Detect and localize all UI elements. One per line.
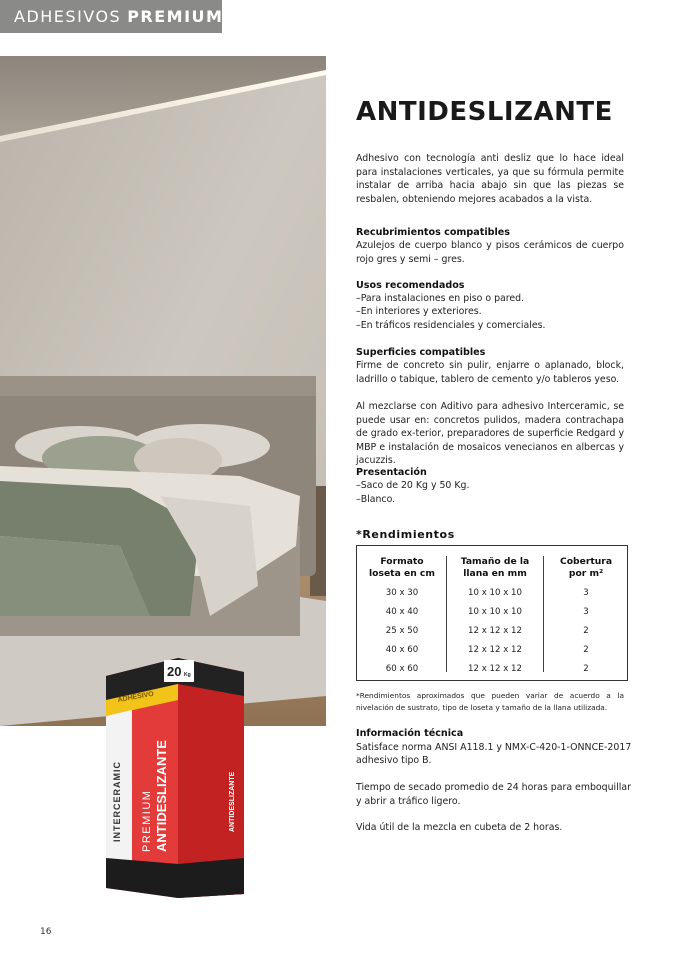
table-cell: 3 [583, 588, 589, 598]
table-cell: 40 x 40 [385, 607, 419, 617]
usos-item: –En interiores y exteriores. [356, 306, 482, 317]
table-cell: 30 x 30 [385, 588, 419, 598]
table-cell: 12 x 12 x 12 [468, 626, 522, 636]
info-line: Vida útil de la mezcla en cubeta de 2 horas. [356, 822, 563, 833]
page-title: ANTIDESLIZANTE [356, 97, 613, 127]
usos-heading: Usos recomendados [356, 280, 465, 291]
table-cell: 10 x 10 x 10 [468, 607, 522, 617]
bedroom-photo [0, 56, 326, 726]
intro-paragraph: Adhesivo con tecnología anti desliz que lo hace ideal para instalaciones verticales, ya que su fórmula permite instalar de arriba hacia abajo sin que las piezas se resbalen, obteniendo mejores acabados a la vista. [356, 153, 624, 205]
bag-premium: PREMIUM [141, 789, 153, 852]
info-line: Tiempo de secado promedio de 24 horas para emboquillar [356, 782, 631, 793]
info-line: adhesivo tipo B. [356, 755, 432, 766]
superficies-text: Firme de concreto sin pulir, enjarre o aplanado, block, ladrillo o tabique, tablero de cemento y/o tableros yeso. [356, 360, 624, 385]
bag-weight-unit: Kg [184, 672, 191, 678]
aditivo-paragraph: Al mezclarse con Aditivo para adhesivo Interceramic, se puede usar en: concretos pulidos, madera contrachapa de grado ex-terior, preparadores de superficie Redgard y MBP e instalación de mosaicos venecianos en albercas y jacuzzis. [356, 401, 624, 467]
table-cell: 12 x 12 x 12 [468, 645, 522, 655]
table-cell: 10 x 10 x 10 [468, 588, 522, 598]
info-line: Satisface norma ANSI A118.1 y NMX-C-420-1-ONNCE-2017 [356, 742, 632, 753]
rendimientos-title: *Rendimientos [356, 528, 455, 541]
bag-band-label: ADHESIVO [117, 690, 155, 704]
usos-item: –Para instalaciones en piso o pared. [356, 293, 525, 304]
rendimientos-table [356, 545, 628, 681]
recubrimientos-heading: Recubrimientos compatibles [356, 227, 511, 238]
presentacion-item: –Blanco. [356, 494, 396, 505]
info-line: y abrir a tráfico ligero. [356, 796, 461, 807]
table-header-llana: Tamaño de la llana en mm [460, 556, 530, 579]
bag-brand: INTERCERAMIC [112, 761, 122, 842]
bag-product-side: ANTIDESLIZANTE [229, 771, 236, 832]
bag-weight: 20 [167, 664, 182, 679]
table-cell: 40 x 60 [385, 645, 419, 655]
superficies-heading: Superficies compatibles [356, 347, 486, 358]
table-cell: 12 x 12 x 12 [468, 664, 522, 674]
table-cell: 3 [583, 607, 589, 617]
presentacion-item: –Saco de 20 Kg y 50 Kg. [356, 480, 470, 491]
section-header [0, 0, 222, 33]
bag-product: ANTIDESLIZANTE [154, 740, 169, 852]
usos-item: –En tráficos residenciales y comerciales. [356, 320, 546, 331]
recubrimientos-text: Azulejos de cuerpo blanco y pisos cerámicos de cuerpo rojo gres y semi – gres. [356, 240, 624, 265]
section-header-light: ADHESIVOS [14, 7, 122, 26]
table-cell: 2 [583, 645, 589, 655]
table-cell: 2 [583, 626, 589, 636]
table-cell: 25 x 50 [385, 626, 419, 636]
table-header-formato: Formato loseta en cm [369, 556, 435, 579]
rendimientos-footnote: *Rendimientos aproximados que pueden variar de acuerdo a la nivelación de sustrato, tipo de loseta y tamaño de la llana utilizada. [356, 691, 624, 712]
product-bag [104, 652, 244, 898]
page-number: 16 [40, 927, 52, 937]
table-cell: 2 [583, 664, 589, 674]
presentacion-heading: Presentación [356, 467, 427, 478]
section-header-strong: PREMIUM [127, 7, 224, 26]
info-heading: Información técnica [356, 728, 464, 739]
table-header-cobertura: Cobertura por m² [559, 556, 613, 579]
table-cell: 60 x 60 [385, 664, 419, 674]
